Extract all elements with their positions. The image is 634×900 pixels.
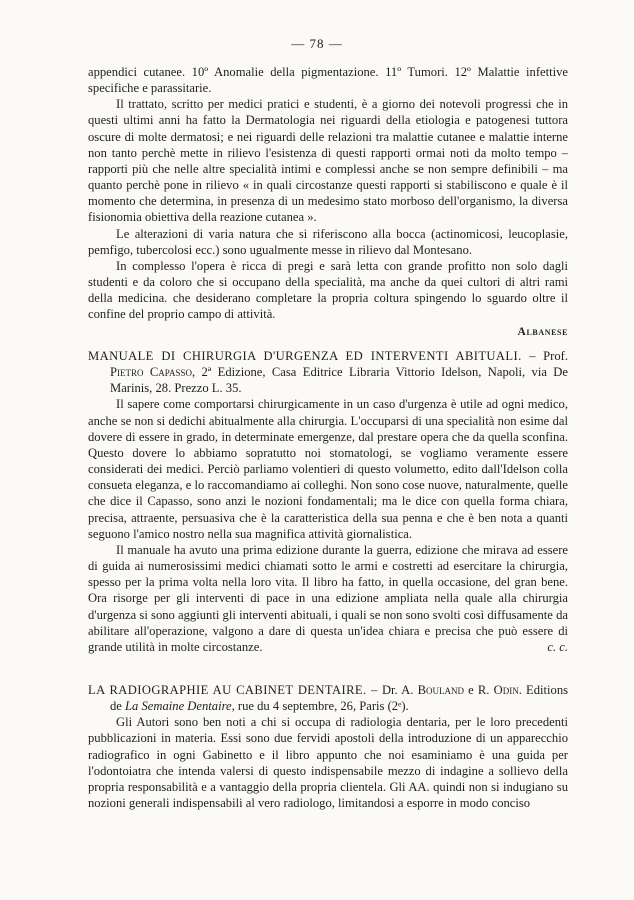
review-dermatology-end <box>88 64 568 340</box>
author-name: Odin <box>493 683 519 697</box>
book-title: MANUALE DI CHIRURGIA D'URGENZA ED INTERVENTI ABITUALI. – <box>88 349 536 363</box>
book-title: LA RADIOGRAPHIE AU CABINET DENTAIRE. – <box>88 683 378 697</box>
author-text: Dr. A. <box>381 683 414 697</box>
paragraph: Il sapere come comportarsi chirurgicamente in un caso d'urgenza è utile ad ogni medico, anche se non si dedichi abitualmente alla chirurgia. L'occuparsi di una specialità non esime dal dovere di essere in grado, in determinate emergenze, dal prestare opera che da quella sconfina. Questo dovere lo abbiamo sopratutto noi stomatologi, se vogliamo veramente essere considerati dei medici. Perciò parliamo volentieri di questo volumetto, edito dall'Idelson colla consueta eleganza, e lo raccomandiamo ai colleghi. Non sono cose nuove, naturalmente, quelle che dice il Capasso, sono anzi le nozioni fondamentali; ma le dice con quella forma chiara, precisa, attraente, persuasiva che è la caratteristica della sua penna e che è ben nota a quanti seguono l'amico nostro nella sua magnifica attività giornalistica. <box>88 397 568 541</box>
review-chirurgia <box>88 348 568 655</box>
publication-info: , rue du 4 septembre, 26, Paris (2ᵉ). <box>231 699 409 714</box>
review-heading <box>88 348 568 396</box>
paragraph: appendici cutanee. 10º Anomalie della pigmentazione. 11º Tumori. 12º Malattie infettive specifiche e parassitarie. <box>88 65 568 96</box>
review-heading <box>88 682 568 714</box>
journal-name: La Semaine Dentaire <box>125 699 232 714</box>
author-name: Pietro Capasso <box>110 365 192 380</box>
signature: Albanese <box>517 325 568 338</box>
paragraph-text: Il manuale ha avuto una prima edizione durante la guerra, edizione che mirava ad essere di guida ai numerosissimi medici chiamati sotto le armi e costretti ad esercitare la chirurgia, spesso per la prima volta nella loro vita. Il libro ha fatto, in quella occasione, del gran bene. Ora risorge per gli interventi di pace in una edizione ampliata nella quale alla chirurgia d'urgenza si sono aggiunti gli interventi abituali, i quali se non sono svolti così diffusamente da abilitare all'operazione, valgono a dare di questa un'idea chiara e precisa che può essere di grande utilità in molte circostanze. <box>88 542 568 654</box>
author-prefix: Prof. <box>543 349 568 363</box>
review-radiographie <box>88 682 568 811</box>
paragraph: Il trattato, scritto per medici pratici e studenti, è a giorno dei notevoli progressi che in questi ultimi anni ha fatto la Dermatologia nei riguardi della etiologia e patogenesi tuttora oscure di molte dermatosi; e nei riguardi delle relazioni tra malattie cutanee e malattie interne non tanto perchè mette in rilievo l'esistenza di questi rapporti ormai noti da molto tempo – rapporti più che nelle altre specialità intimi e complessi anche se non sempre definibili – ma quanto perchè pone in rilievo « in quali circostanze questi rapporti si stabiliscono e quale è il momento che determina, in presenza di un medesimo stato morboso dell'organismo, la diversa fisionomia obiettiva della reazione cutanea ». <box>88 97 568 225</box>
publication-info: . Editions de <box>110 683 569 714</box>
signature: c. c. <box>547 639 568 654</box>
paragraph: Gli Autori sono ben noti a chi si occupa di radiologia dentaria, per le loro precedenti pubblicazioni in materia. Essi sono due fervidi apostoli della introduzione di un apparecchio radiografico in ogni Gabinetto e il libro appunto che noi esaminiamo è una guida per l'odontoiatra che intenda valersi di questo indispensabile mezzo di indagine a sollievo della propria responsabilità e a vantaggio della propria clientela. Gli AA. quindi non si indugiano su nozioni generali indispensabili al vero radiologo, limitandosi a esporre in modo conciso <box>88 715 568 811</box>
paragraph <box>88 542 568 655</box>
author-name: Bouland <box>417 683 464 697</box>
paragraph: Le alterazioni di varia natura che si riferiscono alla bocca (actinomicosi, leucoplasie, pemfigo, tubercolosi ecc.) sono ugualmente messe in rilievo dal Montesano. <box>88 226 568 257</box>
paragraph: In complesso l'opera è ricca di pregi e sarà letta con grande profitto non solo dagli studenti e da coloro che si occupano della specialità, ma anche da quei cultori di altri rami della medicina. che desiderano completare la propria coltura spingendo lo sguardo oltre il confine del proprio campo di attività. <box>88 258 568 322</box>
page-number: — 78 — <box>291 36 343 51</box>
publication-info: , 2ª Edizione, Casa Editrice Libraria Vittorio Idelson, Napoli, via De Marinis, 28. Prezzo L. 35. <box>110 365 568 396</box>
author-text: e R. <box>468 683 490 697</box>
